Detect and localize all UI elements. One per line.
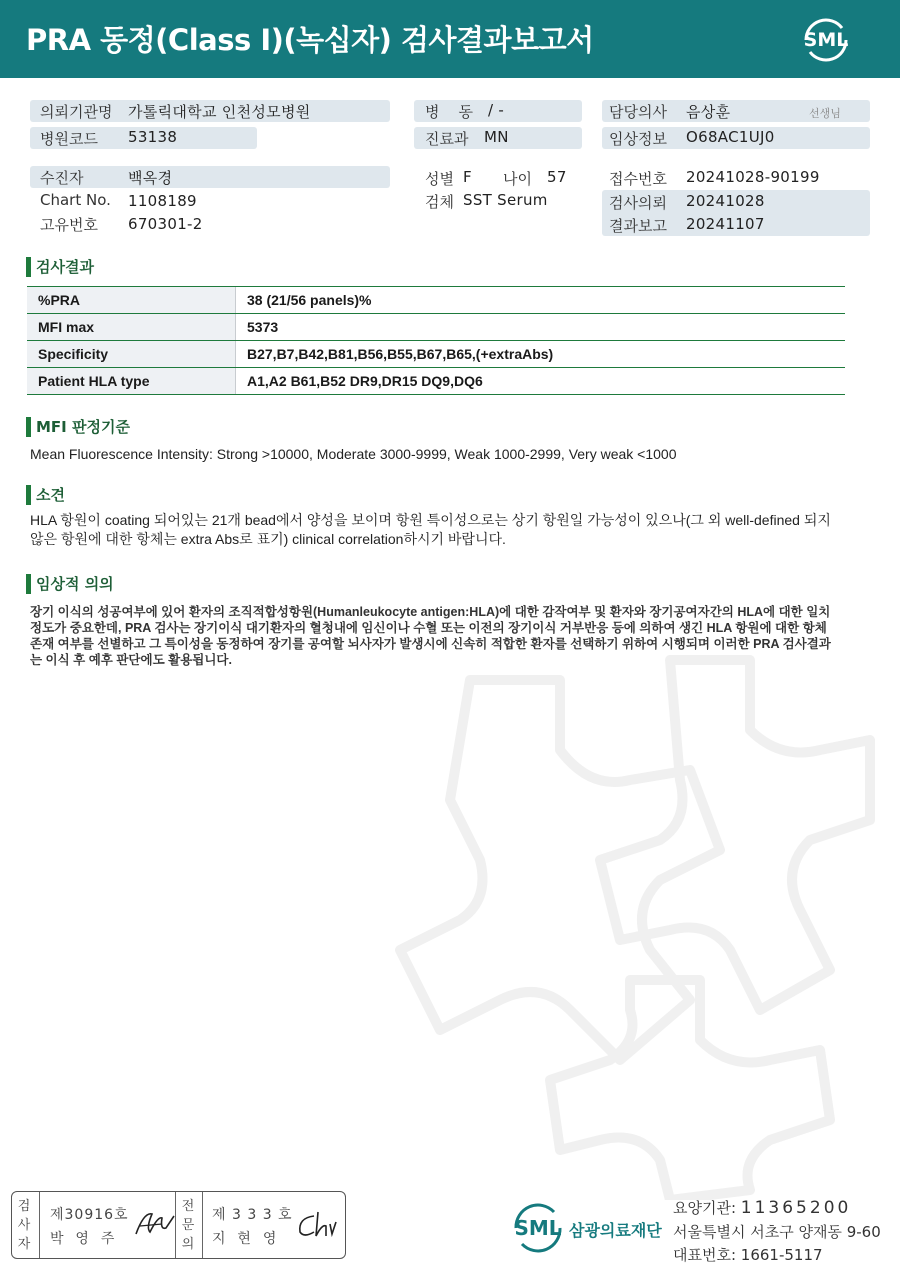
sex-value: F xyxy=(463,168,472,186)
chart-label: Chart No. xyxy=(40,191,111,209)
examiner-license: 제30916호 xyxy=(50,1207,129,1223)
report-title: PRA 동정(Class I)(녹십자) 검사결과보고서 xyxy=(26,23,594,57)
divider xyxy=(202,1192,203,1258)
examiner-name: 박 영 주 xyxy=(50,1231,116,1247)
footer-phone-line xyxy=(673,1244,823,1265)
clinical-significance-text: 장기 이식의 성공여부에 있어 환자의 조직적합성항원(Humanleukocyte antigen:HLA)에 대한 감작여부 및 환자와 장기공여자간의 HLA에 대한 일치정도가 중요한데, PRA 검사는 장기이식 대기환자의 혈청내에 임신이나 수혈 또는 이전의 장기이식 거부반응 등에 의하여 생긴 HLA 항원에 대한 항체 존재 여부를 선별하고 그 특이성을 동정하여 장기를 공여할 뇌사자가 발생시에 신속히 적합한 환자를 선택하기 위하여 시행되며 이러한 PRA 검사결과는 이식 후 예후 판단에도 활용됩니다. xyxy=(30,605,831,667)
result-key: Specificity xyxy=(27,341,236,368)
hospital-code-label: 병원코드 xyxy=(40,130,98,148)
doctor-suffix: 선생님 xyxy=(809,107,841,120)
footer-code-label: 요양기관: xyxy=(673,1199,737,1217)
patient-value: 백옥경 xyxy=(128,169,173,187)
results-section-title: 검사결과 xyxy=(26,257,94,277)
footer-code-line xyxy=(673,1197,851,1218)
clinical-value: O68AC1UJ0 xyxy=(686,128,775,146)
opinion-section-title: 소견 xyxy=(26,485,65,505)
institution-value: 가톨릭대학교 인천성모병원 xyxy=(128,103,311,121)
result-value: B27,B7,B42,B81,B56,B55,B67,B65,(+extraAbs) xyxy=(236,341,846,368)
footer-phone: 1661-5117 xyxy=(740,1246,823,1264)
footer-phone-label: 대표번호: xyxy=(673,1246,737,1264)
result-key: Patient HLA type xyxy=(27,368,236,395)
table-row xyxy=(27,287,845,314)
table-row xyxy=(27,341,845,368)
footer-code: 11365200 xyxy=(740,1198,852,1218)
opinion-text: HLA 항원이 coating 되어있는 21개 bead에서 양성을 보이며 항원 특이성으로는 상기 항원일 가능성이 있으나(그 외 well-defined 되지 않은 항원에 대한 항체는 extra Abs로 표기) clinical correlation하시기 바랍니다. xyxy=(30,512,831,547)
ward-value: / - xyxy=(488,101,505,119)
footer-address: 서울특별시 서초구 양재동 9-60 xyxy=(673,1223,881,1241)
result-value: A1,A2 B61,B52 DR9,DR15 DQ9,DQ6 xyxy=(236,368,846,395)
table-row xyxy=(27,368,845,395)
doctor-value: 음상훈 xyxy=(686,103,731,121)
hospital-code-value: 53138 xyxy=(128,128,178,146)
result-key: MFI max xyxy=(27,314,236,341)
result-key: %PRA xyxy=(27,287,236,314)
clinical-label: 임상정보 xyxy=(609,130,667,148)
watermark-cross-icon xyxy=(330,640,890,1200)
table-row xyxy=(27,314,845,341)
result-value: 38 (21/56 panels)% xyxy=(236,287,846,314)
chart-value: 1108189 xyxy=(128,192,197,210)
report-header xyxy=(0,0,900,78)
age-label: 나이 xyxy=(503,170,532,188)
divider xyxy=(39,1192,40,1258)
specialist-license: 제 3 3 3 호 xyxy=(212,1207,293,1223)
mfi-section-title: MFI 판정기준 xyxy=(26,417,130,437)
uid-label: 고유번호 xyxy=(40,216,98,234)
specialist-signature-icon xyxy=(292,1208,340,1242)
examiner-label: 검사자 xyxy=(17,1199,31,1252)
receipt-value: 20241028-90199 xyxy=(686,168,820,186)
request-label: 검사의뢰 xyxy=(609,194,667,212)
sml-footer-logo-icon xyxy=(508,1198,568,1258)
specimen-label: 검체 xyxy=(425,193,454,211)
clinical-section-title: 임상적 의의 xyxy=(26,574,114,594)
logo-text: SML xyxy=(803,29,849,51)
dept-value: MN xyxy=(484,128,509,146)
examiner-signature-icon xyxy=(132,1206,178,1242)
specialist-label: 전문의 xyxy=(181,1199,195,1252)
divider xyxy=(175,1192,176,1258)
patient-label: 수진자 xyxy=(40,169,84,187)
footer-brand: 삼광의료재단 xyxy=(569,1221,662,1240)
request-value: 20241028 xyxy=(686,192,765,210)
results-table xyxy=(27,286,845,395)
dept-label: 진료과 xyxy=(425,130,469,148)
receipt-label: 접수번호 xyxy=(609,170,667,188)
specialist-name: 지 현 영 xyxy=(212,1231,278,1247)
uid-value: 670301-2 xyxy=(128,215,203,233)
sml-logo-icon xyxy=(798,12,854,68)
mfi-text: Mean Fluorescence Intensity: Strong >10000, Moderate 3000-9999, Weak 1000-2999, Very weak <1000 xyxy=(30,446,677,462)
patient-bar xyxy=(30,166,390,188)
report-label: 결과보고 xyxy=(609,217,667,235)
ward-label: 병 동 xyxy=(425,103,474,121)
footer-logo-text: SML xyxy=(514,1216,562,1240)
sex-label: 성별 xyxy=(425,170,454,188)
specimen-value: SST Serum xyxy=(463,191,548,209)
age-value: 57 xyxy=(547,168,567,186)
report-value: 20241107 xyxy=(686,215,765,233)
doctor-label: 담당의사 xyxy=(609,103,667,121)
signature-box xyxy=(11,1191,346,1259)
institution-label: 의뢰기관명 xyxy=(40,103,113,121)
result-value: 5373 xyxy=(236,314,846,341)
